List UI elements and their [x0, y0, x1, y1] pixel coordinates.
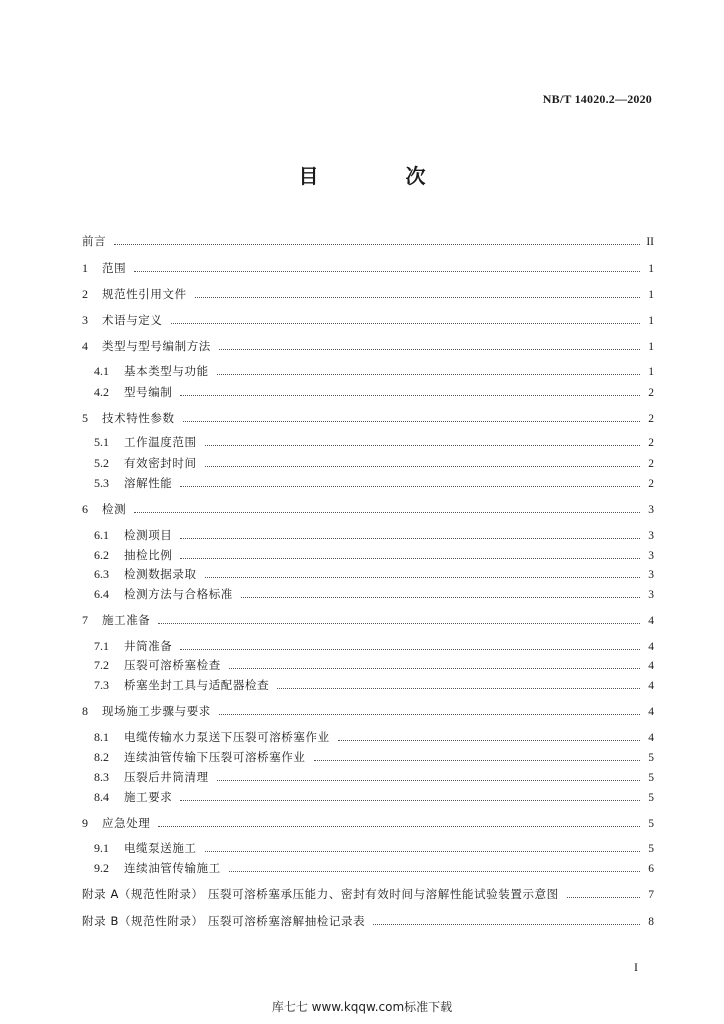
toc-entry-number: 6.1 — [94, 528, 109, 542]
toc-entry[interactable] — [94, 749, 654, 765]
toc-entry-page: 6 — [648, 863, 654, 875]
toc-entry-label: 施工准备 — [102, 613, 151, 627]
toc-entry-label: 检测 — [102, 502, 127, 516]
toc-entry[interactable] — [94, 840, 654, 856]
toc-entry-number: 2 — [82, 287, 88, 301]
toc-entry-page: 2 — [648, 413, 654, 425]
toc-entry-page: 3 — [648, 530, 654, 542]
toc-leader-dots — [180, 648, 640, 650]
toc-entry-label: 有效密封时间 — [124, 456, 197, 470]
toc-entry[interactable] — [82, 886, 654, 902]
toc-entry[interactable] — [94, 566, 654, 582]
toc-entry[interactable] — [82, 501, 654, 517]
toc-leader-dots — [314, 759, 641, 761]
toc-entry-page: 4 — [648, 680, 654, 692]
page-title: 目 次 — [298, 164, 466, 188]
toc-entry-label: 施工要求 — [124, 790, 173, 804]
toc-entry-page: 5 — [648, 772, 654, 784]
toc-entry-label: 规范性引用文件 — [102, 287, 187, 301]
toc-entry-page: 4 — [648, 615, 654, 627]
toc-entry-label: 前言 — [82, 234, 107, 248]
toc-entry[interactable] — [82, 703, 654, 719]
toc-entry[interactable] — [94, 434, 654, 450]
toc-entry-number: 8.3 — [94, 770, 109, 784]
toc-entry-label: 基本类型与功能 — [124, 364, 209, 378]
toc-entry-page: 5 — [648, 792, 654, 804]
toc-entry-number: 6.3 — [94, 567, 109, 581]
toc-entry-number: 5.3 — [94, 476, 109, 490]
watermark-text: 库七七 www.kqqw.com标准下载 — [271, 1000, 453, 1014]
toc-entry-page: 3 — [648, 504, 654, 516]
toc-entry-label: 桥塞坐封工具与适配器检查 — [124, 678, 270, 692]
toc-entry-page: 4 — [648, 706, 654, 718]
toc-leader-dots — [183, 420, 640, 422]
toc-entry-label: 检测数据录取 — [124, 567, 197, 581]
toc-entry-number: 8.4 — [94, 790, 109, 804]
toc-entry-page: 3 — [648, 550, 654, 562]
toc-leader-dots — [180, 537, 640, 539]
toc-leader-dots — [567, 896, 640, 898]
toc-entry-number: 8 — [82, 704, 88, 718]
toc-entry[interactable] — [82, 233, 654, 249]
toc-entry-label: 电缆传输水力泵送下压裂可溶桥塞作业 — [124, 730, 330, 744]
toc-entry[interactable] — [94, 789, 654, 805]
toc-entry-number: 5 — [82, 411, 88, 425]
toc-entry-number: 9.1 — [94, 841, 109, 855]
standard-number: NB/T 14020.2—2020 — [542, 92, 652, 106]
toc-leader-dots — [134, 511, 640, 513]
toc-leader-dots — [241, 596, 640, 598]
toc-entry[interactable] — [94, 769, 654, 785]
toc-leader-dots — [205, 465, 640, 467]
toc-entry-label: 压裂后井筒清理 — [124, 770, 209, 784]
toc-entry-page: 4 — [648, 641, 654, 653]
toc-entry-number: 6.2 — [94, 548, 109, 562]
toc-leader-dots — [229, 870, 640, 872]
toc-entry[interactable] — [82, 260, 654, 276]
toc-entry-page: 3 — [648, 569, 654, 581]
toc-entry-page: 4 — [648, 732, 654, 744]
toc-leader-dots — [180, 799, 640, 801]
toc-entry-label: 检测方法与合格标准 — [124, 587, 233, 601]
toc-leader-dots — [158, 825, 640, 827]
toc-entry[interactable] — [94, 475, 654, 491]
toc-leader-dots — [114, 243, 640, 245]
toc-entry[interactable] — [82, 815, 654, 831]
toc-entry-page: 2 — [648, 387, 654, 399]
toc-entry[interactable] — [94, 547, 654, 563]
toc-entry-page: 7 — [648, 889, 654, 901]
toc-entry-number: 5.2 — [94, 456, 109, 470]
toc-entry[interactable] — [82, 612, 654, 628]
toc-entry-page: 1 — [648, 341, 654, 353]
toc-entry[interactable] — [94, 363, 654, 379]
toc-entry-label: 连续油管传输施工 — [124, 861, 221, 875]
toc-entry-page: 5 — [648, 752, 654, 764]
toc-entry-label: 应急处理 — [102, 816, 151, 830]
toc-entry-page: 2 — [648, 437, 654, 449]
toc-leader-dots — [205, 444, 640, 446]
toc-entry-label: 压裂可溶桥塞检查 — [124, 658, 221, 672]
toc-leader-dots — [338, 739, 640, 741]
toc-leader-dots — [373, 923, 640, 925]
toc-entry-label: 溶解性能 — [124, 476, 173, 490]
toc-entry-page: II — [646, 236, 654, 248]
toc-entry-number: 8.2 — [94, 750, 109, 764]
toc-entry-page: 2 — [648, 458, 654, 470]
toc-entry[interactable] — [82, 286, 654, 302]
toc-entry-label: 井筒准备 — [124, 639, 173, 653]
toc-entry[interactable] — [94, 638, 654, 654]
toc-leader-dots — [217, 779, 640, 781]
toc-entry-label: 工作温度范围 — [124, 435, 197, 449]
toc-entry-number: 7.3 — [94, 678, 109, 692]
toc-entry-page: 5 — [648, 843, 654, 855]
toc-leader-dots — [134, 270, 640, 272]
toc-entry-label: 附录 B（规范性附录） 压裂可溶桥塞溶解抽检记录表 — [82, 914, 366, 928]
toc-entry-label: 电缆泵送施工 — [124, 841, 197, 855]
toc-entry-number: 4 — [82, 339, 88, 353]
toc-entry-page: 1 — [648, 263, 654, 275]
toc-entry-page: 1 — [648, 366, 654, 378]
toc-entry-number: 3 — [82, 313, 88, 327]
toc-leader-dots — [219, 713, 640, 715]
toc-entry-page: 4 — [648, 660, 654, 672]
toc-leader-dots — [171, 322, 641, 324]
toc-entry-number: 7.1 — [94, 639, 109, 653]
toc-leader-dots — [158, 622, 640, 624]
toc-entry-page: 1 — [648, 289, 654, 301]
toc-leader-dots — [277, 687, 640, 689]
toc-entry-page: 5 — [648, 818, 654, 830]
toc-entry-number: 4.1 — [94, 364, 109, 378]
toc-entry-number: 6.4 — [94, 587, 109, 601]
toc-entry[interactable] — [82, 338, 654, 354]
toc-entry-page: 8 — [648, 916, 654, 928]
toc-entry-label: 附录 A（规范性附录） 压裂可溶桥塞承压能力、密封有效时间与溶解性能试验装置示意图 — [82, 887, 559, 901]
toc-entry-number: 1 — [82, 261, 88, 275]
toc-entry-label: 技术特性参数 — [102, 411, 175, 425]
toc-entry[interactable] — [94, 677, 654, 693]
toc-entry-number: 4.2 — [94, 385, 109, 399]
toc-entry-label: 类型与型号编制方法 — [102, 339, 211, 353]
toc-entry-label: 抽检比例 — [124, 548, 173, 562]
toc-entry[interactable] — [82, 410, 654, 426]
toc-leader-dots — [180, 485, 640, 487]
toc-entry-number: 8.1 — [94, 730, 109, 744]
toc-entry[interactable] — [94, 586, 654, 602]
toc-entry[interactable] — [94, 455, 654, 471]
toc-entry-label: 检测项目 — [124, 528, 173, 542]
toc-entry[interactable] — [94, 527, 654, 543]
page-number: I — [634, 960, 638, 974]
toc-entry-page: 3 — [648, 589, 654, 601]
toc-entry-number: 9 — [82, 816, 88, 830]
toc-entry-number: 5.1 — [94, 435, 109, 449]
toc-leader-dots — [180, 394, 640, 396]
toc-leader-dots — [205, 576, 640, 578]
toc-entry[interactable] — [94, 860, 654, 876]
toc-entry-page: 1 — [648, 315, 654, 327]
toc-leader-dots — [195, 296, 640, 298]
toc-leader-dots — [217, 373, 640, 375]
toc-entry-label: 型号编制 — [124, 385, 173, 399]
toc-entry-number: 6 — [82, 502, 88, 516]
toc-entry-number: 9.2 — [94, 861, 109, 875]
toc-entry[interactable] — [82, 913, 654, 929]
toc-entry[interactable] — [94, 384, 654, 400]
toc-entry-label: 范围 — [102, 261, 127, 275]
toc-entry[interactable] — [94, 657, 654, 673]
toc-entry-number: 7 — [82, 613, 88, 627]
toc-leader-dots — [229, 667, 640, 669]
toc-leader-dots — [219, 348, 640, 350]
toc-entry-number: 7.2 — [94, 658, 109, 672]
toc-entry-page: 2 — [648, 478, 654, 490]
toc-leader-dots — [180, 557, 640, 559]
toc-entry[interactable] — [94, 729, 654, 745]
toc-entry[interactable] — [82, 312, 654, 328]
toc-entry-label: 连续油管传输下压裂可溶桥塞作业 — [124, 750, 306, 764]
toc-entry-label: 术语与定义 — [102, 313, 163, 327]
toc-leader-dots — [205, 850, 640, 852]
toc-entry-label: 现场施工步骤与要求 — [102, 704, 211, 718]
